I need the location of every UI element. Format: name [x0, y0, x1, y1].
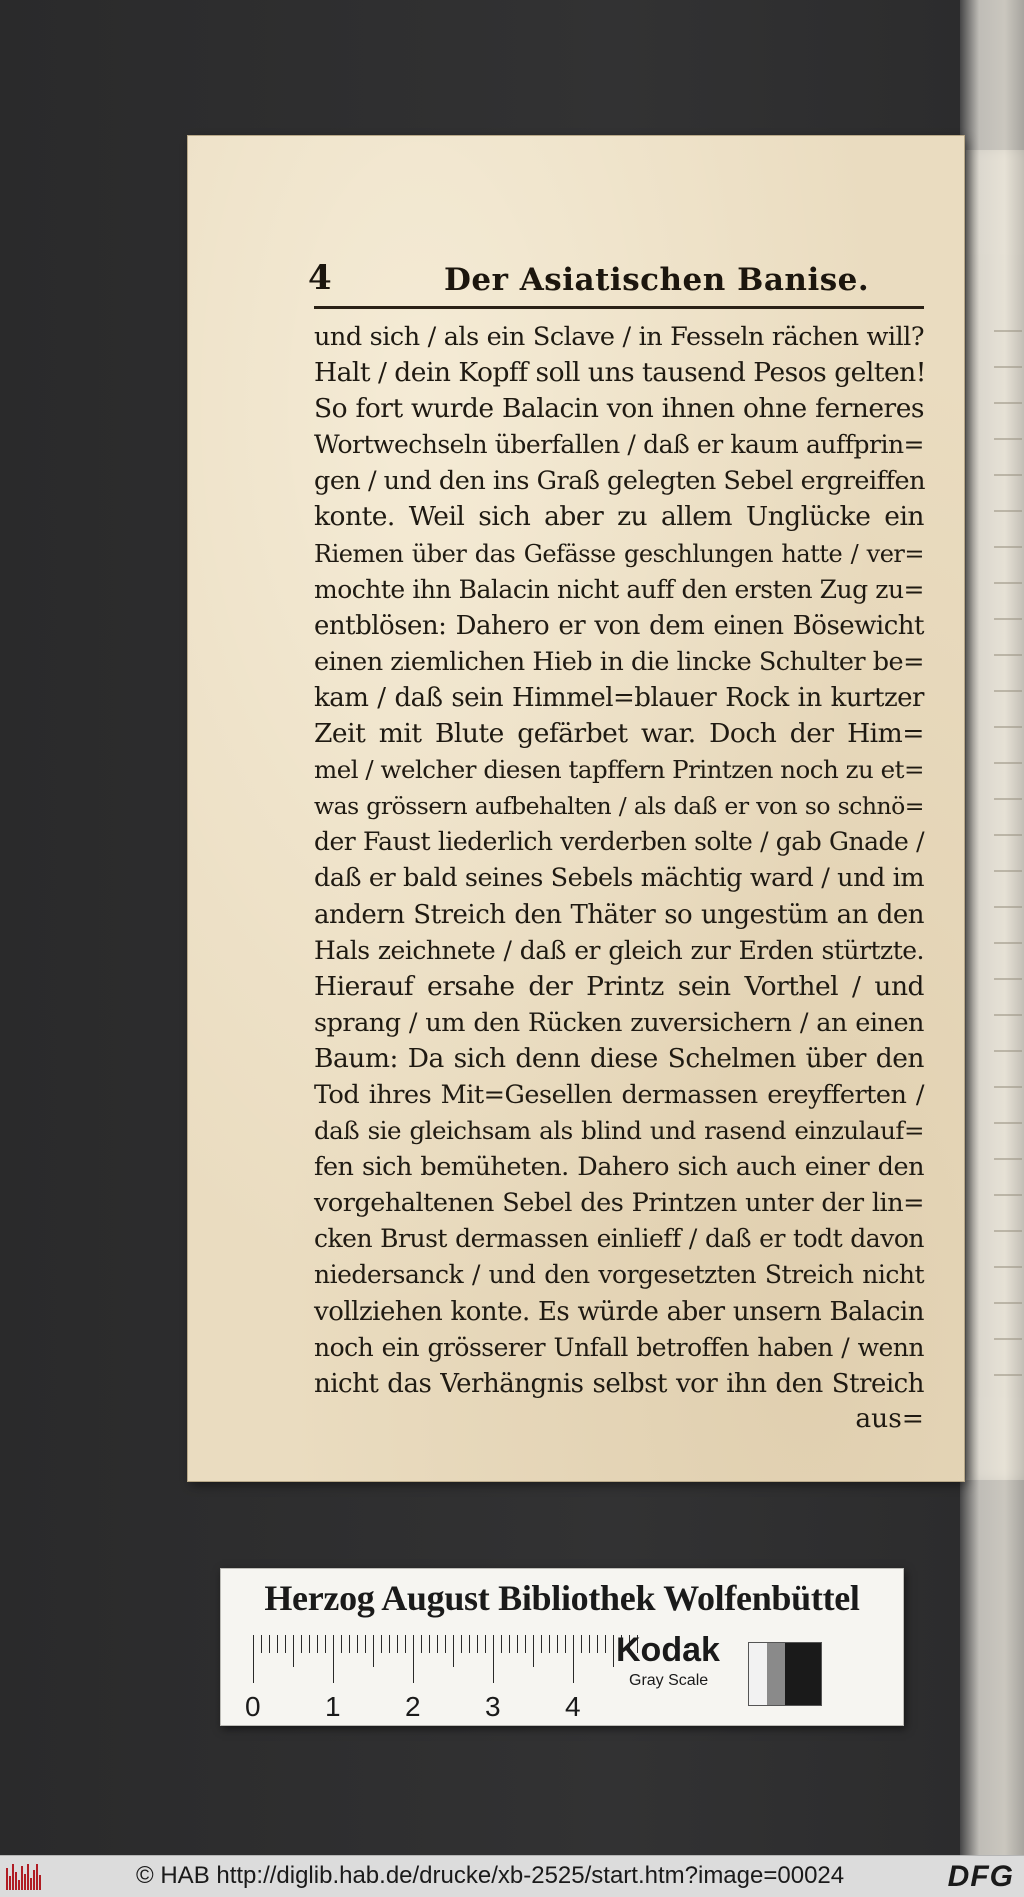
ruler-tick: [549, 1635, 550, 1653]
ruler-tick: [357, 1635, 358, 1653]
catchword: aus=: [855, 1402, 924, 1434]
ruler-tick: [317, 1635, 318, 1653]
gray-scale-patches: [748, 1642, 822, 1706]
ruler-number: 3: [485, 1691, 501, 1722]
ruler-tick: [277, 1635, 278, 1653]
ruler-tick: [389, 1635, 390, 1653]
ruler-tick: [261, 1635, 262, 1653]
ruler-tick: [613, 1635, 614, 1667]
text-line: daß er bald seines Sebels mächtig ward / und im: [314, 863, 924, 894]
logo-bar: [39, 1875, 41, 1890]
ruler-tick: [461, 1635, 462, 1653]
text-line: fen sich bemüheten. Dahero sich auch einer den: [314, 1152, 924, 1183]
ruler-tick: [301, 1635, 302, 1653]
gray-scale-label: Gray Scale: [629, 1672, 709, 1689]
ruler-tick: [397, 1635, 398, 1653]
ruler-tick: [445, 1635, 446, 1653]
ghost-text-stroke: [994, 762, 1022, 764]
ruler-tick: [517, 1635, 518, 1653]
logo-bar: [33, 1870, 35, 1890]
ruler-tick: [341, 1635, 342, 1653]
footer-citation: © HAB http://diglib.hab.de/drucke/xb-2525/start.htm?image=00024: [136, 1862, 845, 1889]
ruler-tick: [565, 1635, 566, 1653]
logo-bar: [18, 1880, 20, 1890]
ghost-text-stroke: [994, 1194, 1022, 1196]
ruler-tick: [581, 1635, 582, 1653]
logo-bar: [9, 1876, 11, 1890]
text-line: nicht das Verhängnis selbst vor ihn den Streich: [314, 1368, 924, 1399]
ruler-tick: [437, 1635, 438, 1653]
viewer-footer: [0, 1855, 1024, 1897]
ruler-number: 0: [245, 1691, 261, 1722]
ghost-text-stroke: [994, 906, 1022, 908]
ghost-text-stroke: [994, 726, 1022, 728]
text-line: sprang / um den Rücken zuversichern / an einen: [314, 1007, 924, 1038]
text-line: Baum: Da sich denn diese Schelmen über den: [314, 1042, 924, 1074]
ruler-tick: [501, 1635, 502, 1653]
text-line: Hals zeichnete / daß er gleich zur Erden stürtzte.: [314, 935, 924, 965]
ruler-tick: [349, 1635, 350, 1653]
ghost-text-stroke: [994, 366, 1022, 368]
ruler-tick: [541, 1635, 542, 1653]
ruler-tick: [413, 1635, 414, 1683]
ghost-text-stroke: [994, 510, 1022, 512]
ghost-text-stroke: [994, 1014, 1022, 1016]
text-line: noch ein grösserer Unfall betroffen haben / wenn: [314, 1332, 924, 1362]
ruler-tick: [381, 1635, 382, 1653]
ghost-text-stroke: [994, 834, 1022, 836]
text-line: und sich / als ein Sclave / in Fesseln rächen will?: [314, 322, 924, 352]
ruler-tick: [429, 1635, 430, 1653]
ghost-text-stroke: [994, 1230, 1022, 1232]
running-title: Der Asiatischen Banise.: [444, 262, 870, 298]
ghost-text-stroke: [994, 1302, 1022, 1304]
ruler-tick: [597, 1635, 598, 1653]
text-line: andern Streich den Thäter so ungestüm an den: [314, 899, 924, 930]
running-head: [308, 256, 924, 309]
logo-bar: [21, 1866, 23, 1890]
text-line: mel / welcher diesen tapffern Printzen noch zu et=: [314, 755, 924, 785]
book-page: [188, 136, 964, 1481]
ghost-text-stroke: [994, 1266, 1022, 1268]
logo-bar: [27, 1864, 29, 1890]
page-body-text: [314, 319, 924, 1402]
ghost-text-stroke: [994, 690, 1022, 692]
ruler-tick: [285, 1635, 286, 1653]
ruler-tick: [493, 1635, 494, 1683]
logo-bar: [15, 1872, 17, 1890]
gray-patch: [749, 1643, 767, 1705]
ghost-text-stroke: [994, 474, 1022, 476]
text-line: niedersanck / und den vorgesetzten Streich nicht: [314, 1260, 924, 1290]
ghost-text-stroke: [994, 1122, 1022, 1124]
ghost-text-stroke: [994, 618, 1022, 620]
ruler-tick: [509, 1635, 510, 1653]
ruler-tick: [453, 1635, 454, 1667]
text-line: Zeit mit Blute gefärbet war. Doch der Him=: [314, 718, 924, 750]
text-line: was grössern aufbehalten / als daß er von so schnö=: [314, 792, 924, 821]
gray-patch: [803, 1643, 821, 1705]
ghost-text-stroke: [994, 942, 1022, 944]
text-line: Tod ihres Mit=Gesellen dermassen ereyfferten /: [314, 1079, 924, 1110]
ghost-text-stroke: [994, 870, 1022, 872]
ghost-text-stroke: [994, 1086, 1022, 1088]
ghost-text-stroke: [994, 1338, 1022, 1340]
dfg-logo: DFG: [947, 1860, 1014, 1893]
ruler-tick: [333, 1635, 334, 1683]
text-line: vorgehaltenen Sebel des Printzen unter der lin=: [314, 1188, 924, 1219]
text-line: konte. Weil sich aber zu allem Unglücke ein: [314, 501, 924, 533]
color-scale-card: [220, 1568, 904, 1726]
text-line: entblösen: Dahero er von dem einen Bösewicht: [314, 610, 924, 641]
text-line: der Faust liederlich verderben solte / gab Gnade /: [314, 827, 924, 857]
ruler-tick: [373, 1635, 374, 1667]
kodak-logo: Kodak: [616, 1631, 720, 1669]
ruler-tick: [469, 1635, 470, 1653]
logo-bar: [30, 1878, 32, 1890]
ruler-tick: [253, 1635, 254, 1683]
ghost-text-stroke: [994, 654, 1022, 656]
ruler-tick: [309, 1635, 310, 1653]
ghost-text-stroke: [994, 546, 1022, 548]
gray-patch: [785, 1643, 803, 1705]
ghost-text-stroke: [994, 798, 1022, 800]
ruler-tick: [365, 1635, 366, 1653]
ghost-text-stroke: [994, 1374, 1022, 1376]
ruler-tick: [573, 1635, 574, 1683]
text-line: mochte ihn Balacin nicht auff den ersten Zug zu=: [314, 574, 924, 604]
ruler-tick: [533, 1635, 534, 1667]
ruler-tick: [605, 1635, 606, 1653]
library-name: Herzog August Bibliothek Wolfenbüttel: [264, 1578, 860, 1618]
ghost-text-stroke: [994, 438, 1022, 440]
ruler: [245, 1635, 813, 1722]
scan-right-strip: [960, 0, 1024, 1855]
ghost-text-stroke: [994, 582, 1022, 584]
text-line: kam / daß sein Himmel=blauer Rock in kurtzer: [314, 682, 924, 713]
ghost-text-stroke: [994, 1050, 1022, 1052]
ruler-tick: [421, 1635, 422, 1653]
ruler-tick: [269, 1635, 270, 1653]
ruler-number: 2: [405, 1691, 421, 1722]
text-line: vollziehen konte. Es würde aber unsern Balacin: [314, 1296, 924, 1327]
logo-bar: [6, 1868, 8, 1890]
logo-bar: [36, 1864, 38, 1890]
ruler-tick: [557, 1635, 558, 1653]
ruler-tick: [485, 1635, 486, 1653]
ghost-text-stroke: [994, 978, 1022, 980]
logo-bar: [12, 1864, 14, 1890]
ruler-tick: [293, 1635, 294, 1667]
text-line: cken Brust dermassen einlieff / daß er todt davon: [314, 1224, 924, 1254]
hab-barcode-logo-icon: [6, 1864, 50, 1890]
ruler-tick: [477, 1635, 478, 1653]
text-line: Wortwechseln überfallen / daß er kaum auffprin=: [314, 430, 924, 460]
text-line: Riemen über das Gefässe geschlungen hatte / ver=: [314, 539, 924, 568]
gray-patch: [767, 1643, 785, 1705]
ruler-tick: [325, 1635, 326, 1653]
text-line: daß sie gleichsam als blind und rasend einzulauf=: [314, 1116, 924, 1146]
text-line: einen ziemlichen Hieb in die lincke Schulter be=: [314, 646, 924, 677]
ghost-text-stroke: [994, 402, 1022, 404]
page-number: 4: [308, 258, 332, 298]
ruler-number: 4: [565, 1691, 581, 1722]
text-line: So fort wurde Balacin von ihnen ohne ferneres: [314, 393, 924, 425]
ruler-tick: [589, 1635, 590, 1653]
page-text-block: [308, 256, 926, 1436]
ruler-number: 1: [325, 1691, 341, 1722]
logo-bar: [24, 1874, 26, 1890]
ghost-text-stroke: [994, 330, 1022, 332]
ruler-tick: [405, 1635, 406, 1653]
ghost-text-stroke: [994, 1158, 1022, 1160]
text-line: Hierauf ersahe der Printz sein Vorthel / und: [314, 970, 924, 1002]
text-line: Halt / dein Kopff soll uns tausend Pesos gelten!: [314, 357, 926, 389]
ruler-tick: [525, 1635, 526, 1653]
text-line: gen / und den ins Graß gelegten Sebel ergreiffen: [314, 466, 926, 497]
